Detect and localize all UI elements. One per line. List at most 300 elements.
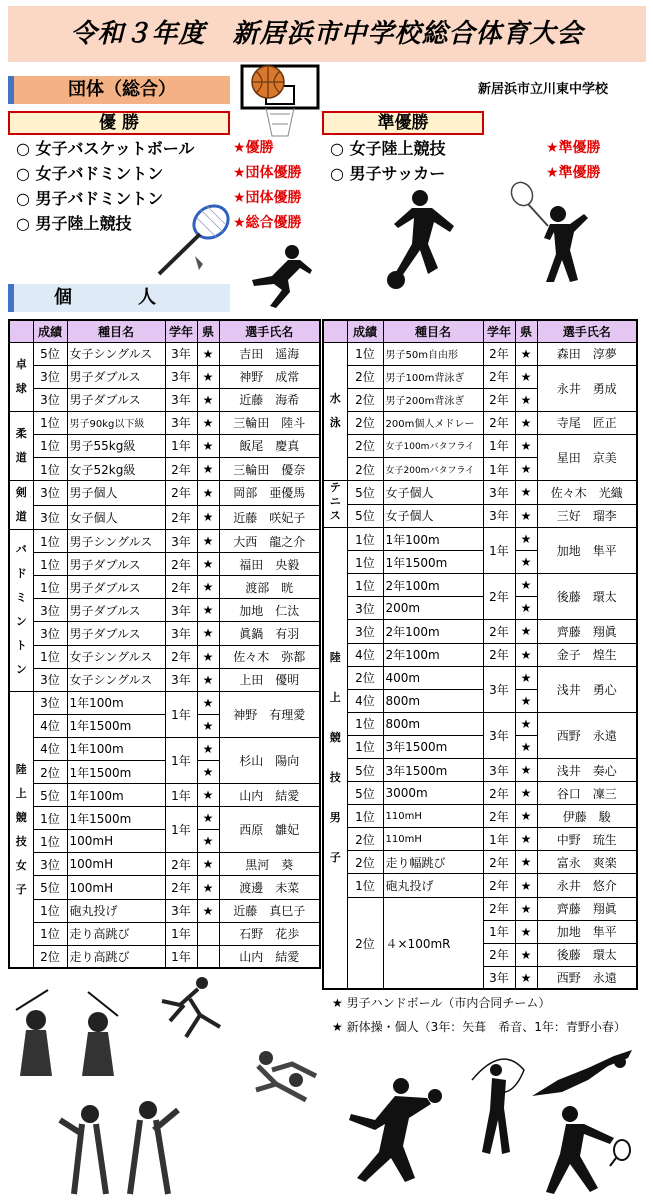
cell: ★ [515, 851, 537, 874]
cell: 2位 [347, 666, 383, 689]
cell: 砲丸投げ [383, 874, 483, 897]
cell: 100mH [67, 853, 165, 876]
cell: 1位 [33, 922, 67, 945]
cell: 3年 [165, 899, 197, 922]
cell: 2年 [483, 943, 515, 966]
col-event-header: 種目名 [383, 320, 483, 342]
cell: 1年100m [67, 784, 165, 807]
sprinter-sketch-icon [150, 975, 230, 1045]
cell: 1位 [347, 342, 383, 365]
cell: ★ [197, 457, 219, 480]
cell: ★ [197, 388, 219, 411]
table-row [9, 784, 320, 807]
cell: 永井 勇成 [537, 365, 637, 411]
cell: 5位 [347, 782, 383, 805]
cell: 走り高跳び [67, 922, 165, 945]
category-label: 剣道 [15, 486, 27, 524]
cell: 1位 [33, 899, 67, 922]
table-row [9, 481, 320, 506]
cell: 女子200mバタフライ [383, 457, 483, 480]
table-row [9, 645, 320, 668]
page-title: 令和３年度 新居浜市中学校総合体育大会 [8, 6, 646, 62]
cell: 1位 [33, 576, 67, 599]
cell: 女子52kg級 [67, 457, 165, 480]
cell: 2位 [347, 897, 383, 989]
cell: 浅井 奏心 [537, 759, 637, 782]
cell: ★ [197, 761, 219, 784]
cell: 2年 [483, 851, 515, 874]
cell: 女子個人 [383, 481, 483, 505]
cell: 3位 [33, 388, 67, 411]
cell: 3位 [33, 853, 67, 876]
cell: 1位 [347, 574, 383, 597]
kendo-fighters-icon [8, 980, 126, 1080]
table-row [9, 899, 320, 922]
cell: ★ [515, 597, 537, 620]
col-rank-header: 成績 [347, 320, 383, 342]
winner-results [233, 136, 302, 236]
cell: 2位 [347, 457, 383, 480]
cell: ★ [197, 530, 219, 553]
table-row [9, 342, 320, 365]
cell: 男子個人 [67, 481, 165, 506]
cell: 男子90kg以下級 [67, 411, 165, 434]
handball-player-silhouette-icon [335, 1074, 445, 1184]
cell: 1位 [33, 830, 67, 853]
cell: 1年 [483, 920, 515, 943]
cell: 3年 [165, 411, 197, 434]
cell: 上田 優明 [219, 668, 320, 691]
badminton-racket-icon [155, 200, 235, 278]
list-item: ○ 女子バドミントン [16, 164, 164, 183]
cell: ★ [515, 388, 537, 411]
cell: ★ [197, 622, 219, 645]
cell: 3年 [165, 365, 197, 388]
cell: 3位 [33, 365, 67, 388]
result-badge: ★団体優勝 [233, 190, 302, 206]
cell: 3位 [33, 599, 67, 622]
cell: 3年 [165, 342, 197, 365]
table-row [323, 805, 637, 828]
soccer-player-silhouette-icon [368, 188, 464, 292]
cell: 2年 [483, 874, 515, 897]
cell: 1年 [165, 784, 197, 807]
cell: 金子 煌生 [537, 643, 637, 666]
cell: 走り高跳び [67, 945, 165, 968]
table-row [9, 737, 320, 760]
cell: 女子シングルス [67, 342, 165, 365]
col-name-header: 選手氏名 [219, 320, 320, 342]
table-row [323, 874, 637, 897]
cell: 女子シングルス [67, 645, 165, 668]
cell: ★ [515, 666, 537, 689]
table-row [9, 876, 320, 899]
cell: 100mH [67, 830, 165, 853]
cell: ★ [197, 737, 219, 760]
table-row [323, 712, 637, 735]
list-item: ○ 女子バスケットボール [16, 139, 195, 158]
cell: 2位 [347, 851, 383, 874]
cell: 2年100m [383, 643, 483, 666]
list-item: ○ 女子陸上競技 [330, 139, 446, 158]
cell: 西野 永遠 [537, 712, 637, 758]
cell: 2年100m [383, 620, 483, 643]
cell: 後藤 環太 [537, 943, 637, 966]
result-badge: ★準優勝 [546, 165, 601, 181]
table-row [9, 807, 320, 830]
rhythmic-gymnast-silhouette-icon [462, 1040, 532, 1160]
cell: ★ [515, 457, 537, 480]
judo-sketch-icon [236, 1040, 326, 1110]
table-row [323, 897, 637, 920]
cell: 1年 [483, 828, 515, 851]
cell: 2年 [165, 553, 197, 576]
cell: 中野 琉生 [537, 828, 637, 851]
cell: 2年100m [383, 574, 483, 597]
cell: 1位 [33, 434, 67, 457]
table-row [9, 553, 320, 576]
cell: ★ [515, 620, 537, 643]
individual-section-header: 個 人 [8, 284, 230, 312]
cell: 西原 雛妃 [219, 807, 320, 853]
cell: 2年 [483, 574, 515, 620]
cell: 2年 [483, 388, 515, 411]
cell: 男子200m背泳ぎ [383, 388, 483, 411]
cell: 5位 [347, 759, 383, 782]
volleyball-sketch-icon [50, 1090, 190, 1196]
cell: 2位 [347, 828, 383, 851]
cell: 男子ダブルス [67, 622, 165, 645]
cell: 2位 [347, 434, 383, 457]
result-badge: ★準優勝 [546, 140, 601, 156]
cell: 2年 [165, 505, 197, 530]
table-row [9, 576, 320, 599]
cell: 佐々木 光織 [537, 481, 637, 505]
cell [197, 945, 219, 968]
cell: 男子ダブルス [67, 599, 165, 622]
cell: 4位 [347, 689, 383, 712]
cell: ★ [515, 411, 537, 434]
cell: ★ [197, 342, 219, 365]
cell: 3年 [165, 599, 197, 622]
cell: 2位 [347, 388, 383, 411]
cell: ★ [515, 689, 537, 712]
list-item: ○ 男子バドミントン [16, 189, 164, 208]
cell: 女子個人 [67, 505, 165, 530]
cell: 女子シングルス [67, 668, 165, 691]
cell: 砲丸投げ [67, 899, 165, 922]
school-name: 新居浜市立川東中学校 [478, 82, 609, 97]
cell: ★ [515, 874, 537, 897]
cell: 2年 [483, 897, 515, 920]
winner-label: 優 勝 [8, 111, 230, 135]
cell: 1年 [483, 457, 515, 480]
cell: ４×100mR [383, 897, 483, 989]
cell: 1年1500m [67, 761, 165, 784]
cell: 1位 [33, 553, 67, 576]
cell: 2年 [483, 805, 515, 828]
table-row [9, 388, 320, 411]
table-row [323, 643, 637, 666]
cell: 近藤 真巳子 [219, 899, 320, 922]
cell: 齊藤 翔眞 [537, 620, 637, 643]
cell: 男子ダブルス [67, 553, 165, 576]
cell: 1年100m [383, 528, 483, 551]
cell: 佐々木 弥都 [219, 645, 320, 668]
cell: 3年1500m [383, 759, 483, 782]
cell: 2位 [347, 411, 383, 434]
table-row [323, 574, 637, 597]
cell: 3年 [165, 388, 197, 411]
cell: 飯尾 慶真 [219, 434, 320, 457]
col-name-header: 選手氏名 [537, 320, 637, 342]
cell: 2年 [165, 481, 197, 506]
cell: ★ [515, 712, 537, 735]
cell: 110mH [383, 828, 483, 851]
cell: 1位 [347, 551, 383, 574]
cell: 浅井 勇心 [537, 666, 637, 712]
category-label: 水泳 [329, 392, 341, 430]
cell: 3位 [347, 620, 383, 643]
cell: 1年100m [67, 691, 165, 714]
cell: 2年 [165, 853, 197, 876]
cell: ★ [197, 691, 219, 714]
team-section-header: 団体（総合） [8, 76, 230, 104]
cell: 3年 [165, 622, 197, 645]
individual-results-table-right [322, 319, 638, 990]
cell: ★ [197, 668, 219, 691]
cell: 2年 [483, 342, 515, 365]
cell: 伊藤 駿 [537, 805, 637, 828]
cell: ★ [515, 365, 537, 388]
col-grade-header: 学年 [165, 320, 197, 342]
cell: ★ [515, 643, 537, 666]
individual-results-table-left [8, 319, 321, 969]
cell: 加地 仁汰 [219, 599, 320, 622]
cell: 後藤 環太 [537, 574, 637, 620]
table-row [323, 411, 637, 434]
cell: 走り幅跳び [383, 851, 483, 874]
cell: ★ [515, 782, 537, 805]
cell: 黒河 葵 [219, 853, 320, 876]
cell: 眞鍋 有羽 [219, 622, 320, 645]
cell: ★ [197, 481, 219, 506]
table-row [9, 622, 320, 645]
cell [197, 922, 219, 945]
cell: 200m個人メドレー [383, 411, 483, 434]
cell: 3年1500m [383, 735, 483, 758]
col-event-header: 種目名 [67, 320, 165, 342]
col-grade-header: 学年 [483, 320, 515, 342]
cell: 三輪田 陸斗 [219, 411, 320, 434]
col-rank-header: 成績 [33, 320, 67, 342]
cell: ★ [197, 576, 219, 599]
col-pref-header: 県 [515, 320, 537, 342]
cell: 1位 [33, 807, 67, 830]
cell: 110mH [383, 805, 483, 828]
cell: 西野 永遠 [537, 966, 637, 989]
cell: 神野 成常 [219, 365, 320, 388]
cell: ★ [197, 599, 219, 622]
category-label: 陸上競技男子 [329, 651, 341, 865]
table-row [9, 505, 320, 530]
cell: 3年 [483, 666, 515, 712]
cell: ★ [515, 551, 537, 574]
cell: 3年 [483, 504, 515, 528]
cell: 山内 結愛 [219, 784, 320, 807]
cell: 1年 [165, 807, 197, 853]
table-row [323, 851, 637, 874]
cell: 2年 [165, 876, 197, 899]
cell: 男子ダブルス [67, 576, 165, 599]
cell: 3位 [347, 597, 383, 620]
cell: ★ [197, 853, 219, 876]
table-row [323, 828, 637, 851]
cell: 岡部 亜優馬 [219, 481, 320, 506]
category-label: 柔道 [15, 426, 27, 464]
cell: 5位 [347, 504, 383, 528]
cell: ★ [515, 481, 537, 505]
cell: 男子シングルス [67, 530, 165, 553]
cell: 1位 [347, 528, 383, 551]
cell: 男子50m自由形 [383, 342, 483, 365]
cell: 3年 [483, 966, 515, 989]
badminton-player-silhouette-icon [500, 178, 604, 286]
cell: 2年 [483, 782, 515, 805]
cell: 富永 爽楽 [537, 851, 637, 874]
cell: ★ [515, 759, 537, 782]
cell: 2年 [483, 643, 515, 666]
cell: 3年 [165, 668, 197, 691]
list-item: ○ 男子陸上競技 [16, 214, 132, 233]
cell: 400m [383, 666, 483, 689]
cell: 齊藤 翔眞 [537, 897, 637, 920]
cell: 杉山 陽向 [219, 737, 320, 783]
cell: 100mH [67, 876, 165, 899]
cell: ★ [515, 342, 537, 365]
cell: 1年100m [67, 737, 165, 760]
cell: 2年 [483, 411, 515, 434]
cell: 4位 [347, 643, 383, 666]
cell: 5位 [33, 342, 67, 365]
cell: 1年 [165, 691, 197, 737]
cell: ★ [515, 434, 537, 457]
cell: ★ [515, 920, 537, 943]
cell: ★ [515, 574, 537, 597]
cell: ★ [197, 899, 219, 922]
result-badge: ★総合優勝 [233, 215, 302, 231]
cell: 3000m [383, 782, 483, 805]
cell: ★ [515, 943, 537, 966]
cell: 2年 [483, 365, 515, 388]
category-label: 卓球 [15, 357, 27, 395]
cell: 谷口 凜三 [537, 782, 637, 805]
result-badge: ★団体優勝 [233, 165, 302, 181]
cell: 3位 [33, 505, 67, 530]
cell: 2位 [33, 945, 67, 968]
cell: 吉田 遥海 [219, 342, 320, 365]
tennis-player-silhouette-icon [540, 1104, 636, 1196]
cell: 福田 央毅 [219, 553, 320, 576]
cell: 3年 [483, 712, 515, 758]
cell: ★ [515, 966, 537, 989]
cell: 男子ダブルス [67, 365, 165, 388]
table-row [9, 434, 320, 457]
cell: 永井 悠介 [537, 874, 637, 897]
cell: ★ [197, 645, 219, 668]
cell: 4位 [33, 714, 67, 737]
cell: 1位 [347, 735, 383, 758]
cell: 5位 [347, 481, 383, 505]
cell: 200m [383, 597, 483, 620]
cell: ★ [515, 828, 537, 851]
cell: 1年 [165, 434, 197, 457]
cell: ★ [197, 365, 219, 388]
cell: 5位 [33, 784, 67, 807]
cell: 2位 [33, 761, 67, 784]
cell: ★ [197, 784, 219, 807]
cell: 三好 瑠李 [537, 504, 637, 528]
cell: 近藤 咲妃子 [219, 505, 320, 530]
cell: 1年 [483, 528, 515, 574]
cell: ★ [197, 434, 219, 457]
table-row [9, 365, 320, 388]
table-row [9, 945, 320, 968]
cell: ★ [515, 504, 537, 528]
cell: 女子100mバタフライ [383, 434, 483, 457]
cell: ★ [197, 553, 219, 576]
cell: 1年 [165, 737, 197, 783]
table-row [9, 411, 320, 434]
table-row [9, 922, 320, 945]
list-item: ○ 男子サッカー [330, 164, 446, 183]
table-row [323, 782, 637, 805]
cell: 1位 [347, 805, 383, 828]
table-row [9, 457, 320, 480]
cell: 男子ダブルス [67, 388, 165, 411]
cell: ★ [515, 805, 537, 828]
col-pref-header: 県 [197, 320, 219, 342]
cell: 神野 有理愛 [219, 691, 320, 737]
cell: ★ [197, 714, 219, 737]
cell: 1年1500m [67, 807, 165, 830]
table-row [323, 504, 637, 528]
cell: 2年 [483, 620, 515, 643]
table-row [323, 481, 637, 505]
cell: 加地 隼平 [537, 920, 637, 943]
runner-silhouette-icon [244, 240, 316, 312]
category-label: バドミントン [15, 543, 27, 677]
table-row [323, 620, 637, 643]
cell: 5位 [33, 876, 67, 899]
cell: 3年 [483, 759, 515, 782]
table-row [9, 668, 320, 691]
swimmer-dive-silhouette-icon [528, 1046, 636, 1100]
cell: 1位 [33, 457, 67, 480]
table-row [323, 342, 637, 365]
table-row [9, 530, 320, 553]
cell: 近藤 海希 [219, 388, 320, 411]
cell: 渡邊 未菜 [219, 876, 320, 899]
cell: 男子55kg級 [67, 434, 165, 457]
cell: 3位 [33, 622, 67, 645]
cell: 1位 [33, 411, 67, 434]
runnerup-list [330, 136, 446, 186]
table-row [9, 853, 320, 876]
cell: ★ [197, 807, 219, 830]
cell: 3位 [33, 481, 67, 506]
cell: ★ [515, 735, 537, 758]
